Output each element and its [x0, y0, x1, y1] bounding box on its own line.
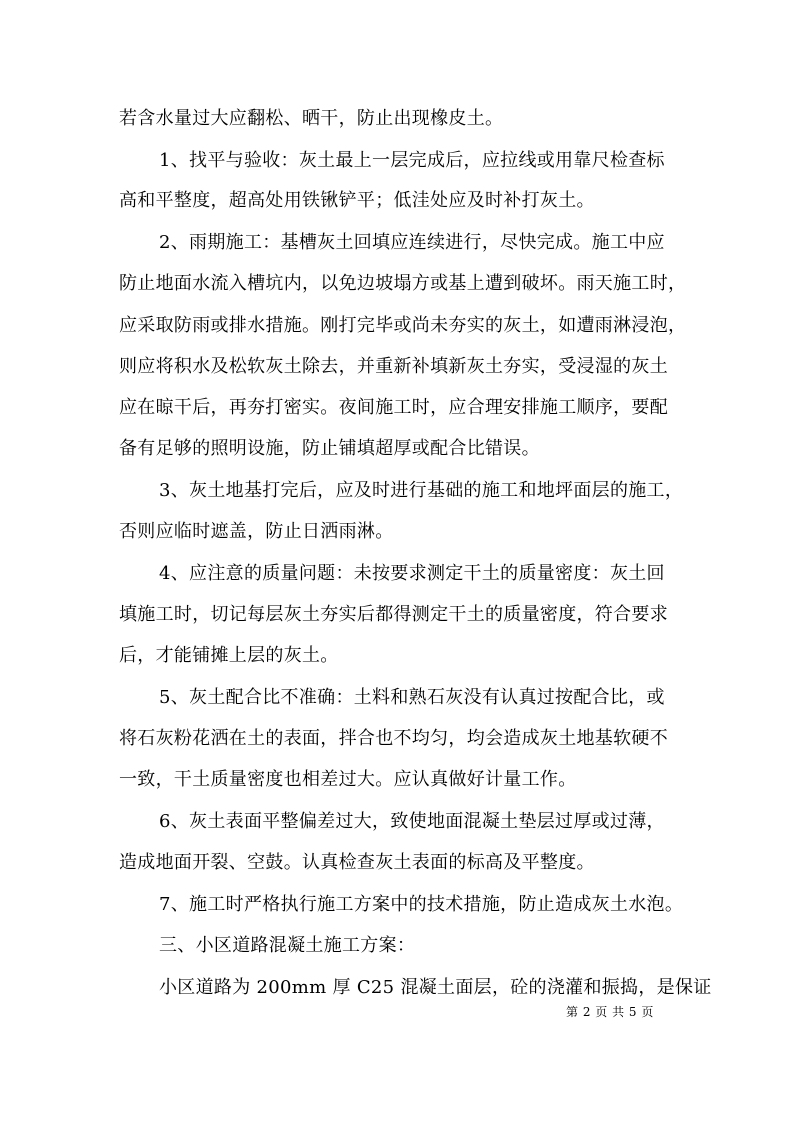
- paragraph-line: 则应将积水及松软灰土除去，并重新补填新灰土夯实，受浸湿的灰土: [119, 356, 668, 377]
- paragraph-line: 将石灰粉花洒在土的表面，拌合也不均匀，均会造成灰土地基软硬不: [119, 728, 668, 749]
- paragraph-line: 一致，干土质量密度也相差过大。应认真做好计量工作。: [119, 769, 577, 790]
- page-number: 第 2 页 共 5 页: [566, 1005, 654, 1019]
- paragraph-line: 若含水量过大应翻松、晒干，防止出现橡皮土。: [119, 108, 504, 129]
- paragraph-line: 防止地面水流入槽坑内，以免边坡塌方或基上遭到破坏。雨天施工时，: [119, 273, 687, 294]
- paragraph-line: 小区道路为 200mm 厚 C25 混凝土面层，砼的浇灌和振捣，是保证: [159, 977, 712, 998]
- section-heading: 三、小区道路混凝土施工方案：: [159, 935, 416, 956]
- paragraph-line: 造成地面开裂、空鼓。认真检查灰土表面的标高及平整度。: [119, 852, 595, 873]
- paragraph-line: 应采取防雨或排水措施。刚打完毕或尚未夯实的灰土，如遭雨淋浸泡，: [119, 315, 687, 336]
- paragraph-line: 5、灰土配合比不准确：土料和熟石灰没有认真过按配合比，或: [159, 687, 665, 708]
- paragraph-line: 6、灰土表面平整偏差过大，致使地面混凝土垫层过厚或过薄，: [159, 811, 665, 832]
- paragraph-line: 后，才能铺摊上层的灰土。: [119, 645, 339, 666]
- paragraph-line: 备有足够的照明设施，防止铺填超厚或配合比错误。: [119, 438, 540, 459]
- paragraph-line: 高和平整度，超高处用铁锹铲平；低洼处应及时补打灰土。: [119, 190, 595, 211]
- paragraph-line: 否则应临时遮盖，防止日洒雨淋。: [119, 521, 394, 542]
- paragraph-line: 填施工时，切记每层灰土夯实后都得测定干土的质量密度，符合要求: [119, 604, 668, 625]
- paragraph-line: 3、灰土地基打完后，应及时进行基础的施工和地坪面层的施工，: [159, 480, 684, 501]
- paragraph-line: 7、施工时严格执行施工方案中的技术措施，防止造成灰土水泡。: [159, 894, 684, 915]
- paragraph-line: 2、雨期施工：基槽灰土回填应连续进行，尽快完成。施工中应: [159, 232, 665, 253]
- paragraph-line: 4、应注意的质量问题：未按要求测定干土的质量密度：灰土回: [159, 563, 665, 584]
- paragraph-line: 应在晾干后，再夯打密实。夜间施工时，应合理安排施工顺序，要配: [119, 397, 668, 418]
- paragraph-line: 1、找平与验收：灰土最上一层完成后，应拉线或用靠尺检查标: [159, 150, 665, 171]
